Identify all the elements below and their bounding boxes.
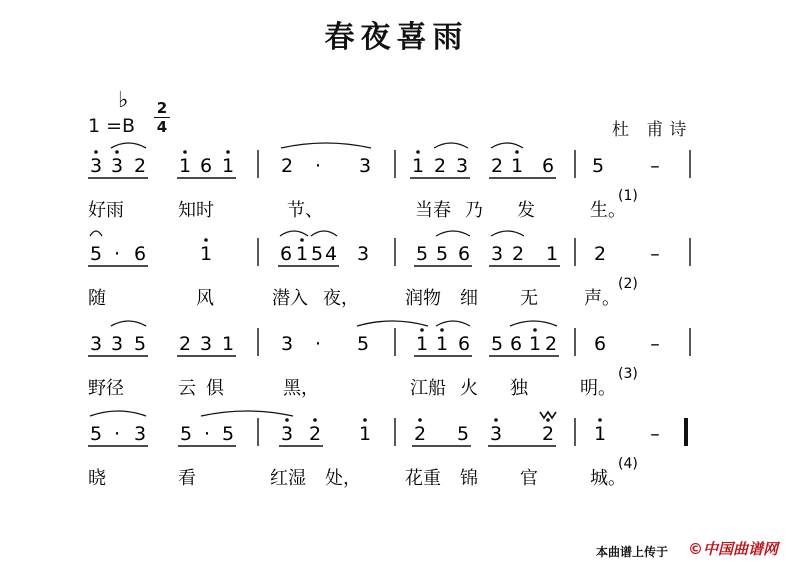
lyric-word: 润物 <box>405 288 441 309</box>
lyric-word: 江船 <box>410 378 446 399</box>
lyric-word: 火 <box>460 378 478 399</box>
slur-arc <box>280 231 308 236</box>
slur-arc <box>436 231 470 236</box>
lyric-word: 当春 <box>415 200 451 221</box>
note-digit: 3 <box>89 155 103 177</box>
note-digit: 6 <box>279 243 293 265</box>
lyric-word: 红湿 <box>270 468 306 489</box>
octave-dot-above <box>420 328 424 332</box>
note-digit: 2 <box>433 155 447 177</box>
note-digit: 3 <box>89 333 103 355</box>
note-digit: 5 <box>89 423 103 445</box>
slur-arc <box>281 143 371 148</box>
lyric-word: 处， <box>325 468 361 489</box>
octave-dot-above <box>183 150 187 154</box>
note-digit: 1 <box>593 423 607 445</box>
note-digit: 5 <box>415 243 429 265</box>
octave-dot-above <box>313 418 317 422</box>
lyric-word: 随 <box>88 288 106 309</box>
note-digit: 2 <box>490 155 504 177</box>
octave-dot-above <box>285 418 289 422</box>
lyric-word: 无 <box>520 288 538 309</box>
octave-dot-above <box>300 238 304 242</box>
lyric-word: 风 <box>196 288 214 309</box>
note-digit: 2 <box>178 333 192 355</box>
time-signature-numerator: 2 <box>156 99 168 117</box>
octave-dot-above <box>598 418 602 422</box>
note-digit: 1 <box>178 155 192 177</box>
lyric-word: 锦 <box>460 468 478 489</box>
slur-arc <box>357 321 428 326</box>
lyric-word: 云 <box>178 378 196 399</box>
note-digit: 3 <box>280 423 294 445</box>
lyric-word: 黑， <box>283 378 319 399</box>
note-digit: 1 <box>415 333 429 355</box>
note-digit: 3 <box>133 423 147 445</box>
lyric-word: 花重 <box>405 468 441 489</box>
upload-notice: 本曲谱上传于 <box>596 545 669 559</box>
time-signature-denominator: 4 <box>156 118 168 136</box>
footnote-mark: (4) <box>618 456 638 472</box>
lyric-word: 城。 <box>590 468 626 489</box>
key-signature: 1 =B <box>88 115 136 137</box>
octave-dot-above <box>94 150 98 154</box>
note-digit: 5 <box>490 333 504 355</box>
lyric-word: 好雨 <box>88 200 124 221</box>
note-digit: 5 <box>591 155 605 177</box>
lyric-word: 俱 <box>206 378 224 399</box>
note-digit: 5 <box>310 243 324 265</box>
lyric-word: 野径 <box>88 378 124 399</box>
note-digit: 5 <box>456 423 470 445</box>
ornament-mark <box>540 412 556 418</box>
note-digit: 3 <box>280 333 294 355</box>
octave-dot-above <box>494 418 498 422</box>
note-digit: – <box>650 423 660 445</box>
note-digit: 2 <box>413 423 427 445</box>
lyric-word: 声。 <box>584 288 620 309</box>
note-digit: 5 <box>356 333 370 355</box>
note-digit: 3 <box>358 155 372 177</box>
note-digit: 1 <box>510 155 524 177</box>
slur-arc <box>90 411 146 416</box>
lyric-word: 生。 <box>590 200 626 221</box>
note-digit: · <box>314 333 322 355</box>
octave-dot-above <box>204 238 208 242</box>
note-digit: 2 <box>133 155 147 177</box>
lyric-word: 夜， <box>323 288 359 309</box>
octave-dot-above <box>418 418 422 422</box>
slur-arc <box>510 321 557 326</box>
note-digit: 3 <box>110 333 124 355</box>
note-digit: 6 <box>509 333 523 355</box>
logo-icon: © <box>688 540 703 558</box>
octave-dot-above <box>416 150 420 154</box>
note-digit: 2 <box>544 333 558 355</box>
slur-arc <box>90 231 102 236</box>
note-digit: 4 <box>324 243 338 265</box>
lyric-word: 官 <box>520 468 538 489</box>
note-digit: 6 <box>199 155 213 177</box>
note-digit: 6 <box>133 243 147 265</box>
lyric-word: 发 <box>517 200 535 221</box>
lyric-word: 明。 <box>580 378 616 399</box>
lyricist-credit: 杜 甫诗 <box>612 120 693 140</box>
note-digit: 1 <box>221 155 235 177</box>
octave-dot-above <box>533 328 537 332</box>
note-digit: 1 <box>411 155 425 177</box>
note-digit: 5 <box>435 243 449 265</box>
flat-sign: ♭ <box>118 88 129 113</box>
note-digit: 6 <box>593 333 607 355</box>
note-digit: 1 <box>358 423 372 445</box>
note-digit: – <box>650 243 660 265</box>
octave-dot-above <box>440 328 444 332</box>
octave-dot-above <box>115 150 119 154</box>
note-digit: 1 <box>528 333 542 355</box>
note-digit: 3 <box>199 333 213 355</box>
slur-arc <box>111 143 146 148</box>
note-digit: 2 <box>511 243 525 265</box>
slur-arc <box>311 231 337 236</box>
site-logo-text: 中国曲谱网 <box>703 540 779 558</box>
footnote-mark: (2) <box>618 276 638 292</box>
note-digit: 5 <box>133 333 147 355</box>
lyric-word: 看 <box>178 468 196 489</box>
note-digit: 5 <box>89 243 103 265</box>
note-digit: 1 <box>199 243 213 265</box>
lyric-word: 细 <box>460 288 478 309</box>
lyric-word: 乃 <box>465 200 483 221</box>
note-digit: 3 <box>489 423 503 445</box>
lyric-word: 节、 <box>287 200 323 221</box>
lyric-word: 知时 <box>178 200 214 221</box>
site-logo <box>688 538 778 559</box>
note-digit: 5 <box>221 423 235 445</box>
lyric-word: 晓 <box>88 468 106 489</box>
slur-arc <box>111 321 146 326</box>
note-digit: 1 <box>545 243 559 265</box>
note-digit: · <box>113 423 121 445</box>
slur-arc <box>491 231 524 236</box>
note-digit: · <box>314 155 322 177</box>
note-digit: 1 <box>295 243 309 265</box>
note-digit: · <box>203 423 211 445</box>
note-digit: 1 <box>221 333 235 355</box>
note-digit: 3 <box>455 155 469 177</box>
slur-arc <box>491 143 523 148</box>
slur-arc <box>201 411 293 416</box>
note-digit: 1 <box>435 333 449 355</box>
lyric-word: 独 <box>510 378 528 399</box>
note-digit: 2 <box>308 423 322 445</box>
note-digit: 3 <box>110 155 124 177</box>
note-digit: 3 <box>356 243 370 265</box>
note-digit: 2 <box>280 155 294 177</box>
octave-dot-above <box>226 150 230 154</box>
note-digit: · <box>113 243 121 265</box>
slur-arc <box>436 321 470 326</box>
octave-dot-above <box>363 418 367 422</box>
song-title: 春夜喜雨 <box>324 20 469 55</box>
octave-dot-above <box>515 150 519 154</box>
note-digit: 6 <box>541 155 555 177</box>
note-digit: 6 <box>457 243 471 265</box>
slur-arc <box>434 143 468 148</box>
note-digit: 2 <box>593 243 607 265</box>
note-digit: 3 <box>490 243 504 265</box>
octave-dot-above <box>546 418 550 422</box>
footnote-mark: (3) <box>618 366 638 382</box>
note-digit: – <box>650 155 660 177</box>
note-digit: – <box>650 333 660 355</box>
lyric-word: 潜入 <box>272 288 308 309</box>
footnote-mark: (1) <box>618 188 638 204</box>
note-digit: 5 <box>179 423 193 445</box>
note-digit: 6 <box>457 333 471 355</box>
note-digit: 2 <box>541 423 555 445</box>
